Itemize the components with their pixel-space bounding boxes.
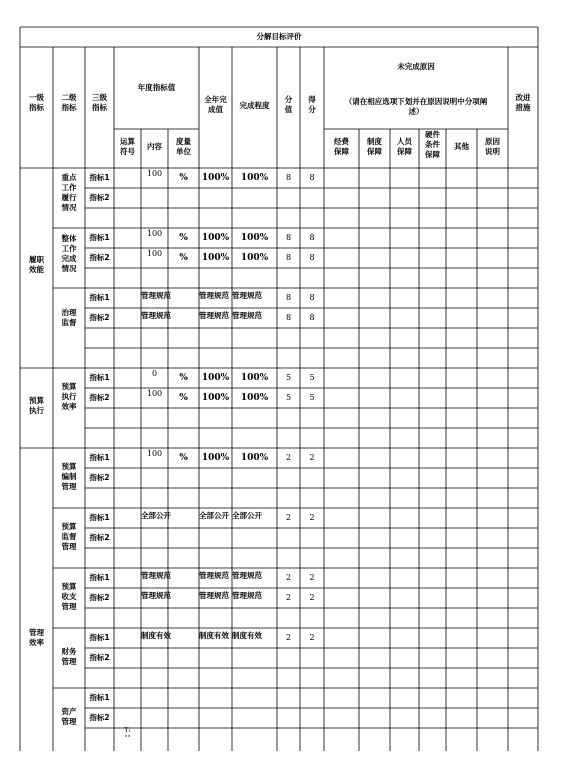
row-indicator-label: 指标2	[89, 653, 110, 662]
row-indicator-label: 指标1	[89, 453, 110, 462]
row-score: 8	[309, 293, 315, 302]
row-indicator-label: 指标2	[89, 593, 110, 602]
row-indicator-label: 指标2	[89, 393, 110, 402]
level2-assets: 资产 管理	[61, 707, 77, 726]
row-content-value: 100	[146, 249, 163, 258]
row-indicator-label: 指标2	[89, 313, 110, 322]
row-year-done: 100%	[201, 453, 230, 463]
level1-budget-exec: 预算 执行	[29, 396, 44, 415]
level2-budget-exec-eff: 预算 执行 效率	[61, 382, 77, 411]
row-unit: %	[179, 373, 188, 383]
row-content-value: 100	[146, 389, 163, 398]
row-content-value: 0	[151, 369, 158, 378]
row-completion-text: 管理规范	[232, 291, 262, 300]
row-unit: %	[179, 233, 188, 243]
row-score-value: 2	[285, 573, 292, 582]
header-year-done: 全年完 成值	[204, 95, 227, 114]
row-year-done: 100%	[201, 173, 230, 183]
row-score: 8	[309, 313, 315, 322]
row-year-done: 100%	[201, 393, 230, 403]
row-content-text: 管理规范	[141, 591, 171, 600]
row-year-done-text: 制度有效	[199, 631, 229, 640]
row-score-value: 8	[285, 293, 292, 302]
footer-mark: Y₁ ""	[124, 727, 131, 742]
row-content-text: 管理规范	[141, 571, 171, 580]
row-year-done: 100%	[201, 233, 230, 243]
level1-mgmt-efficiency: 管理 效率	[29, 628, 44, 647]
row-completion: 100%	[240, 253, 269, 263]
level2-key-work: 重点 工作 履行 情况	[61, 173, 77, 212]
header-budget-code: 运算 符号	[120, 137, 135, 156]
row-content-text: 全部公开	[141, 511, 171, 520]
row-score-value: 8	[285, 233, 292, 242]
header-level2: 二级 指标	[61, 93, 77, 112]
header-score-value: 分 值	[284, 95, 293, 114]
row-score-value: 2	[285, 453, 292, 462]
row-year-done: 100%	[201, 253, 230, 263]
row-unit: %	[179, 173, 188, 183]
header-incomplete-reason: 未完成原因	[397, 62, 435, 71]
row-score-value: 2	[285, 633, 292, 642]
row-unit: %	[179, 253, 188, 263]
row-year-done-text: 管理规范	[199, 591, 229, 600]
row-indicator-label: 指标2	[89, 533, 110, 542]
row-score: 5	[309, 393, 315, 402]
level2-budget-supervise: 预算 监督 管理	[61, 522, 77, 551]
row-score: 8	[309, 233, 315, 242]
table-title: 分解目标评价	[256, 32, 302, 41]
row-score-value: 8	[285, 173, 292, 182]
row-score-value: 5	[285, 393, 292, 402]
row-year-done-text: 管理规范	[199, 291, 229, 300]
row-completion-text: 管理规范	[232, 571, 262, 580]
header-reason-explain: 原因 说明	[485, 137, 500, 156]
row-content-value: 100	[146, 449, 163, 458]
row-score-value: 5	[285, 373, 292, 382]
header-reason-other: 其他	[454, 142, 469, 151]
level1-performance: 履职 效能	[29, 255, 44, 274]
row-completion: 100%	[240, 233, 269, 243]
row-indicator-label: 指标1	[89, 573, 110, 582]
row-indicator-label: 指标1	[89, 633, 110, 642]
header-level3: 三级 指标	[92, 93, 107, 112]
row-content-value: 100	[146, 169, 163, 178]
header-improve: 改进 措施	[515, 93, 531, 112]
row-score: 8	[309, 253, 315, 262]
row-score: 2	[309, 593, 315, 602]
row-indicator-label: 指标2	[89, 473, 110, 482]
row-score-value: 8	[285, 313, 292, 322]
row-indicator-label: 指标2	[89, 713, 110, 722]
row-year-done-text: 全部公开	[199, 511, 229, 520]
row-content-text: 管理规范	[141, 291, 171, 300]
row-completion-text: 制度有效	[232, 631, 262, 640]
header-content: 内容	[147, 142, 162, 151]
row-year-done: 100%	[201, 373, 230, 383]
header-unit: 度量 单位	[176, 137, 191, 156]
header-reason-system: 制度 保障	[367, 137, 382, 156]
row-score: 2	[309, 513, 315, 522]
row-unit: %	[179, 393, 188, 403]
row-indicator-label: 指标1	[89, 233, 110, 242]
header-score: 得 分	[308, 95, 316, 114]
level2-budget-income: 预算 收支 管理	[61, 582, 77, 611]
row-score-value: 2	[285, 513, 292, 522]
row-completion-text: 管理规范	[232, 591, 262, 600]
row-score-value: 2	[285, 593, 292, 602]
row-score: 5	[309, 373, 315, 382]
row-completion: 100%	[240, 393, 269, 403]
header-incomplete-note: （请在相应选项下划并在原因说明中分项阐 述）	[344, 97, 488, 116]
level2-governance: 治理 监督	[61, 308, 77, 327]
row-completion: 100%	[240, 453, 269, 463]
row-year-done-text: 管理规范	[199, 571, 229, 580]
row-indicator-label: 指标1	[89, 173, 110, 182]
row-content-text: 管理规范	[141, 311, 171, 320]
row-score: 2	[309, 633, 315, 642]
header-completion: 完成程度	[239, 101, 270, 110]
row-unit: %	[179, 453, 188, 463]
level2-finance: 财务 管理	[61, 647, 77, 666]
row-year-done-text: 管理规范	[199, 311, 229, 320]
level2-overall-work: 整体 工作 完成 情况	[61, 234, 77, 273]
row-completion: 100%	[240, 173, 269, 183]
row-indicator-label: 指标1	[89, 293, 110, 302]
row-indicator-label: 指标1	[89, 693, 110, 702]
row-indicator-label: 指标1	[89, 513, 110, 522]
row-score: 2	[309, 453, 315, 462]
row-completion: 100%	[240, 373, 269, 383]
level2-budget-compile: 预算 编制 管理	[61, 462, 77, 491]
row-indicator-label: 指标2	[89, 193, 110, 202]
header-level1: 一级 指标	[29, 93, 44, 112]
header-reason-staff: 人员 保障	[397, 137, 412, 156]
row-indicator-label: 指标1	[89, 373, 110, 382]
row-score-value: 8	[285, 253, 292, 262]
row-content-text: 制度有效	[141, 631, 171, 640]
row-score: 8	[309, 173, 315, 182]
row-completion-text: 全部公开	[232, 511, 262, 520]
header-reason-hardware: 硬件 条件 保障	[425, 130, 440, 159]
row-completion-text: 管理规范	[232, 311, 262, 320]
row-score: 2	[309, 573, 315, 582]
header-annual-target: 年度指标值	[137, 83, 176, 92]
row-indicator-label: 指标2	[89, 253, 110, 262]
row-content-value: 100	[146, 229, 163, 238]
header-reason-funding: 经费 保障	[334, 137, 349, 156]
